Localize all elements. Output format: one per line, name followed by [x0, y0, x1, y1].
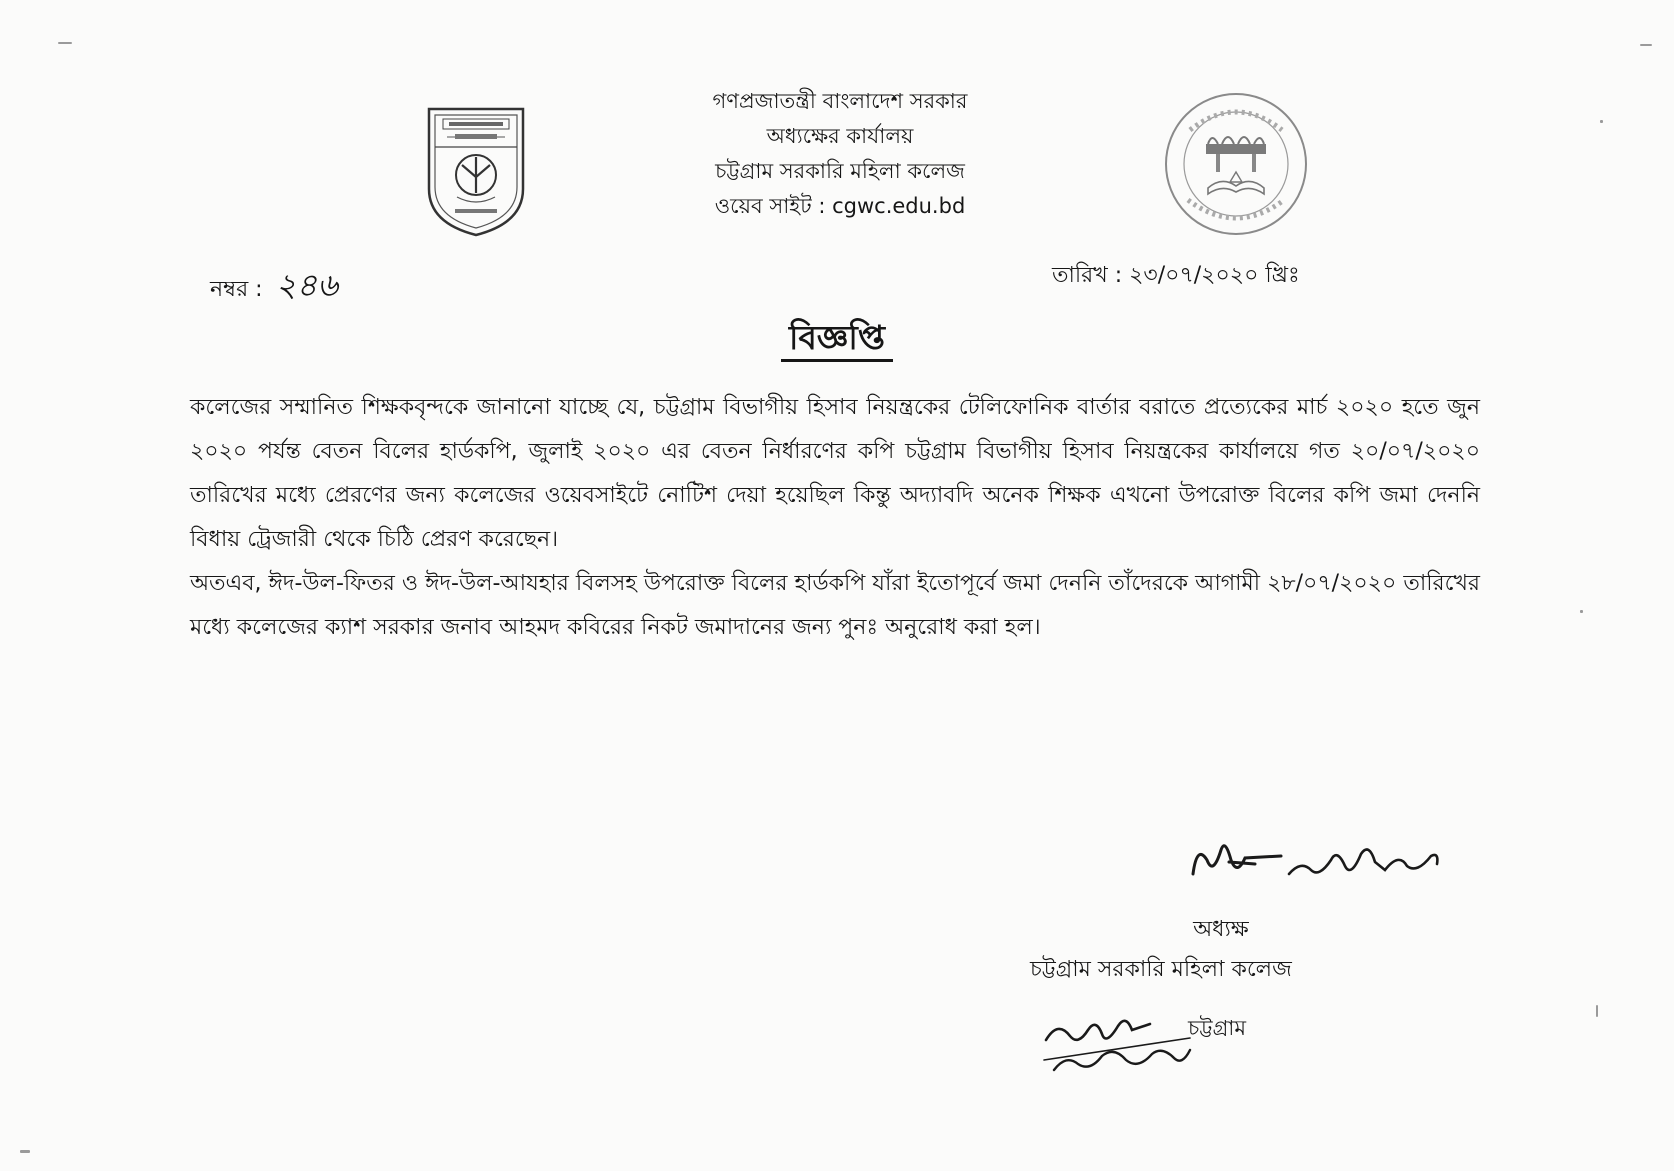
- reference-value: ২৪৬: [275, 266, 338, 304]
- college-seal: [1160, 88, 1312, 240]
- principal-signature: [1185, 830, 1445, 890]
- signatory-block: [1030, 910, 1292, 990]
- reference-label: নম্বর :: [210, 277, 263, 302]
- signatory-city-block: [1040, 1000, 1280, 1080]
- body-paragraph-1: কলেজের সম্মানিত শিক্ষকবৃন্দকে জানানো যাচ্ছে যে, চট্টগ্রাম বিভাগীয় হিসাব নিয়ন্ত্রকের টেলিফোনিক বার্তার বরাতে প্রত্যেকের মার্চ ২০২০ হতে জুন ২০২০ পর্যন্ত বেতন বিলের হার্ডকপি, জুলাই ২০২০ এর বেতন নির্ধারণের কপি চট্টগ্রাম বিভাগীয় হিসাব নিয়ন্ত্রকের কার্যালয়ে গত ২০/০৭/২০২০ তারিখের মধ্যে প্রেরণের জন্য কলেজের ওয়েবসাইটে নোটিশ দেয়া হয়েছিল কিন্তু অদ্যাবদি অনেক শিক্ষক এখনো উপরোক্ত বিলের কপি জমা দেননি বিধায় ট্রেজারী থেকে চিঠি প্রেরণ করেছেন।: [190, 395, 1480, 552]
- notice-title: [0, 312, 1674, 368]
- signatory-city: চট্টগ্রাম: [1188, 1016, 1247, 1040]
- notice-body: [190, 386, 1480, 650]
- website: ওয়েব সাইট : cgwc.edu.bd: [714, 194, 966, 218]
- government-name: গণপ্রজাতন্ত্রী বাংলাদেশ সরকার: [712, 89, 968, 113]
- college-emblem: [425, 105, 527, 239]
- letterhead: [560, 84, 1120, 224]
- body-paragraph-2: অতএব, ঈদ-উল-ফিতর ও ঈদ-উল-আযহার বিলসহ উপরোক্ত বিলের হার্ডকপি যাঁরা ইতোপূর্বে জমা দেননি তাঁদেরকে আগামী ২৮/০৭/২০২০ তারিখের মধ্যে কলেজের ক্যাশ সরকার জনাব আহমদ কবিরের নিকট জমাদানের জন্য পুনঃ অনুরোধ করা হল।: [190, 571, 1480, 640]
- reference-number: [210, 260, 338, 314]
- college-name: চট্টগ্রাম সরকারি মহিলা কলেজ: [715, 159, 965, 183]
- signatory-title: অধ্যক্ষ: [1193, 917, 1249, 942]
- signatory-college: চট্টগ্রাম সরকারি মহিলা কলেজ: [1030, 957, 1292, 982]
- notice-date: তারিখ : ২৩/০৭/২০২০ খ্রিঃ: [1052, 263, 1300, 288]
- notice-title-text: বিজ্ঞপ্তি: [781, 318, 893, 362]
- office-name: অধ্যক্ষের কার্যালয়: [766, 124, 914, 148]
